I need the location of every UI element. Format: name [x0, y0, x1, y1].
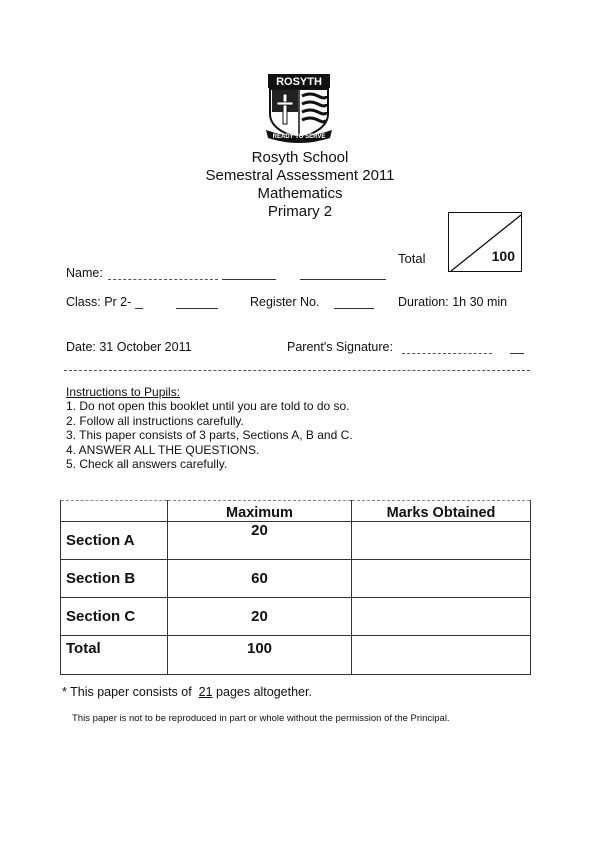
- marks-obtained-cell[interactable]: [352, 522, 531, 560]
- total-label: Total: [398, 251, 426, 266]
- class-line[interactable]: [176, 308, 218, 309]
- class-label: Class: Pr 2-: [66, 295, 132, 309]
- parent-signature-line-end: [510, 353, 524, 354]
- marks-obtained-cell[interactable]: [352, 560, 531, 598]
- table-row: [61, 598, 531, 636]
- pages-note: [62, 685, 312, 699]
- total-score-box[interactable]: [448, 212, 522, 272]
- marks-table: [60, 500, 531, 675]
- pages-suffix: pages altogether.: [216, 685, 312, 699]
- table-row: [61, 636, 531, 675]
- name-line-solid-2: [300, 279, 386, 280]
- marks-table-header: [61, 501, 531, 522]
- subject-title: Mathematics: [257, 185, 343, 202]
- header-blank: [61, 501, 168, 522]
- instructions-heading: Instructions to Pupils:: [66, 385, 181, 399]
- duration-text: Duration: 1h 30 min: [398, 295, 508, 309]
- section-max: 100: [168, 636, 352, 675]
- section-label: Section B: [61, 560, 168, 598]
- assessment-title: Semestral Assessment 2011: [205, 167, 395, 184]
- instruction-item: 4. ANSWER ALL THE QUESTIONS.: [66, 442, 260, 457]
- marks-obtained-cell[interactable]: [352, 636, 531, 675]
- section-max: 20: [168, 522, 352, 560]
- crest-motto: READY TO SERVE: [272, 134, 326, 140]
- name-line-solid: [222, 279, 276, 280]
- section-label: Total: [61, 636, 168, 675]
- instruction-item: 3. This paper consists of 3 parts, Sections A, B and C.: [66, 428, 353, 443]
- section-max: 60: [168, 560, 352, 598]
- permission-notice: This paper is not to be reproduced in part or whole without the permission of the Principal.: [72, 713, 450, 724]
- level-title: Primary 2: [267, 203, 333, 220]
- table-row: [61, 560, 531, 598]
- school-name: Rosyth School: [251, 149, 349, 166]
- total-max-marks: 100: [491, 248, 515, 264]
- section-divider: [64, 370, 530, 371]
- instruction-item: 5. Check all answers carefully.: [66, 457, 228, 472]
- pages-prefix: * This paper consists of: [62, 685, 192, 699]
- instructions-list: [66, 399, 353, 472]
- instruction-item: 2. Follow all instructions carefully.: [66, 413, 244, 428]
- instruction-item: 1. Do not open this booklet until you are told to do so.: [66, 399, 350, 413]
- name-label: Name:: [66, 266, 103, 280]
- class-line-short: [135, 308, 143, 309]
- name-line[interactable]: [108, 279, 218, 280]
- section-max: 20: [168, 598, 352, 636]
- header-marks-obtained: Marks Obtained: [352, 501, 531, 522]
- parent-signature-line[interactable]: [402, 353, 492, 354]
- crest-banner: ROSYTH: [276, 76, 322, 88]
- section-label: Section C: [61, 598, 168, 636]
- total-box-diagonal: [449, 213, 523, 273]
- date-text: Date: 31 October 2011: [66, 340, 192, 354]
- marks-obtained-cell[interactable]: [352, 598, 531, 636]
- parent-signature-label: Parent's Signature:: [287, 340, 393, 354]
- register-label: Register No.: [250, 295, 320, 309]
- register-line[interactable]: [334, 308, 374, 309]
- header-maximum: Maximum: [168, 501, 352, 522]
- pages-count: 21: [198, 685, 213, 699]
- section-label: Section A: [61, 522, 168, 560]
- table-row: [61, 522, 531, 560]
- school-crest-icon: [264, 72, 334, 144]
